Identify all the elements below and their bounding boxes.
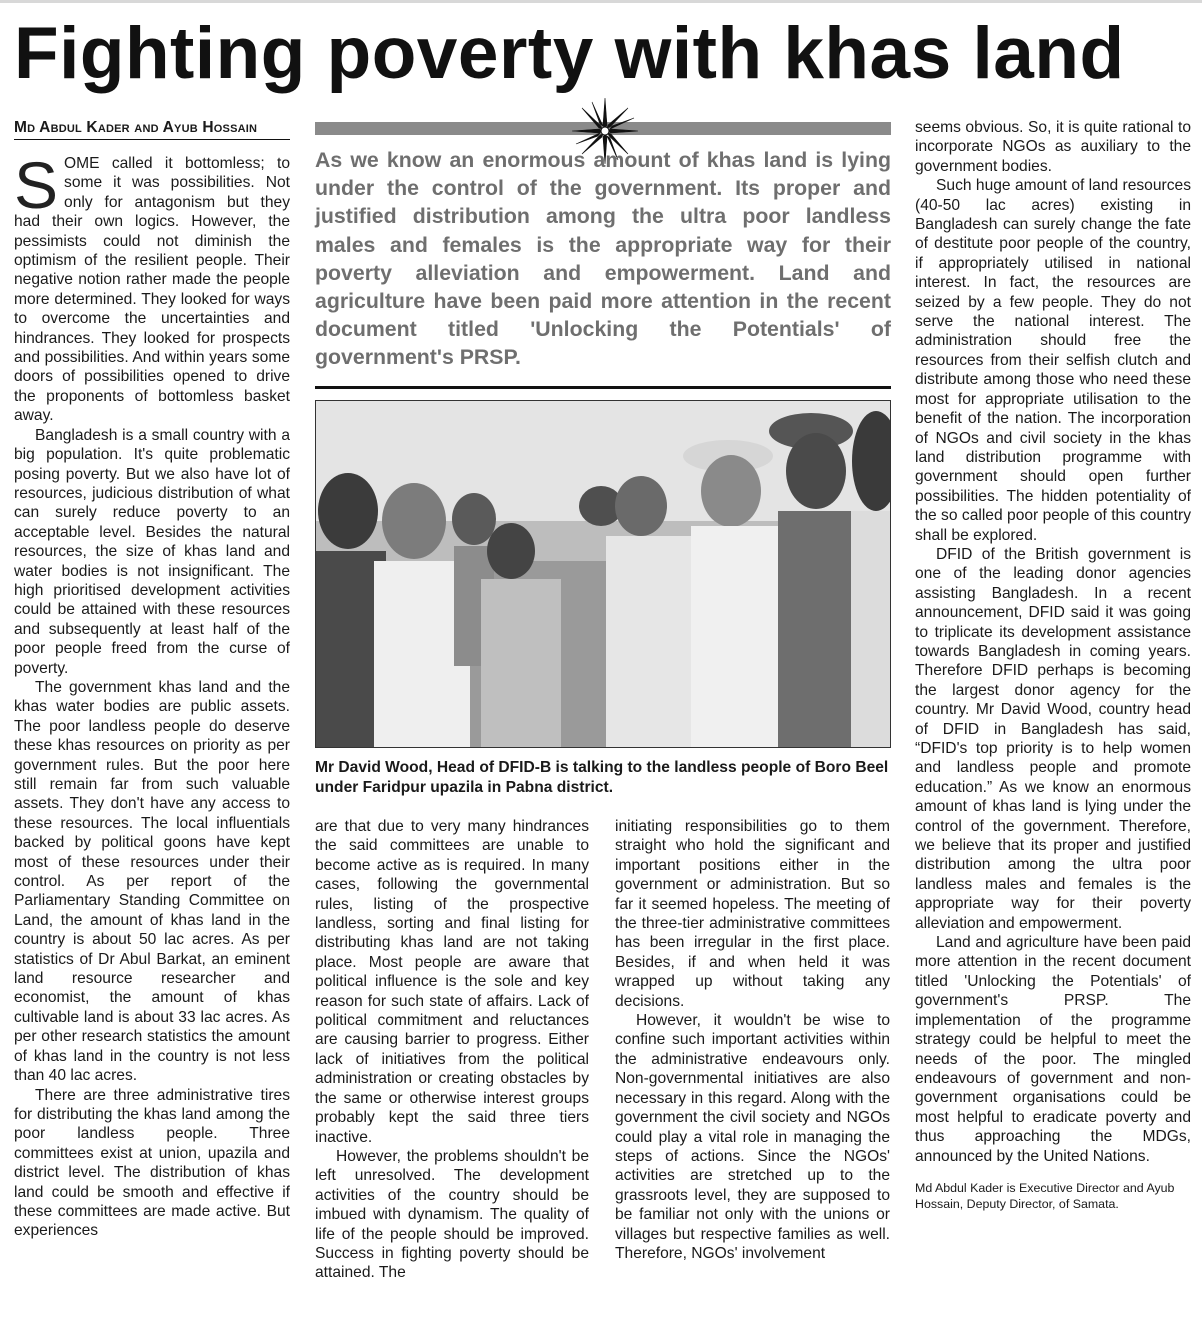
top-rule xyxy=(0,0,1202,3)
column4-paragraph-2: Such huge amount of land resources (40-50 lac acres) existing in Bangladesh can surely change the fate of destitute poor people of the country, if appropriately utilised in national interest. In fact, the resources are seized by a few people. They do not serve the national interest. The administration should free the resources from their selfish clutch and distribute among those who need these most for appropriate utilisation to the benefit of the nation. The incorporation of NGOs and civil society in the khas land distribution programme with government should open further possibilities. The hidden potentiality of the so called poor people of this country shall be explored. xyxy=(915,177,1191,544)
column-2 xyxy=(315,817,589,1317)
byline: Md Abdul Kader and Ayub Hossain xyxy=(14,118,290,140)
author-bio-line-1: Md Abdul Kader is Executive Director and Ayub xyxy=(915,1180,1175,1195)
dropcap: S xyxy=(14,148,59,222)
author-bio xyxy=(915,1180,1191,1212)
column3-paragraph-2: However, it wouldn't be wise to confine such important activities within the administrative endeavours only. Non-governmental initiatives are also necessary in this regard. Along with the government the civil society and NGOs could play a vital role in managing the steps of actions. Since the NGOs' activities are stretched up to the grassroots level, they are supposed to be familiar not only with the unions or villages but respective families as well. Therefore, NGOs' involvement xyxy=(615,1012,890,1262)
column-1 xyxy=(14,118,290,1318)
column4-paragraph-1: seems obvious. So, it is quite rational to incorporate NGOs as auxiliary to the government bodies. xyxy=(915,119,1191,175)
column-3 xyxy=(615,817,890,1317)
column1-paragraph-2: Bangladesh is a small country with a big population. It's quite problematic posing poverty. But we also have lot of resources, judicious distribution of what can surely reduce poverty to an acceptable level. Besides the natural resources, the size of khas land and water bodies is not insignificant. The high prioritised development activities could be attained with these resources and subsequently at least half of the poor people freed from the curse of poverty. xyxy=(14,426,290,677)
headline: Fighting poverty with khas land xyxy=(14,13,1125,94)
column4-paragraph-4: Land and agriculture have been paid more attention in the recent document titled 'Unlocking the Potentials' of government's PRSP. The implementation of the programme strategy could be helpful to meet the needs of the poor. The mingled endeavours of government and non-government organisations could be most helpful to eradicate poverty and thus approaching the MDGs, announced by the United Nations. xyxy=(915,934,1191,1165)
pull-quote: As we know an enormous amount of khas land is lying under the control of the government. Its proper and justified distribution among the ultra poor landless males and females is the appropriate way for their poverty alleviation and empowerment. Land and agriculture have been paid more attention in the recent document titled 'Unlocking the Potentials' of government's PRSP. xyxy=(315,148,891,370)
column4-paragraph-3: DFID of the British government is one of the leading donor agencies assisting Bangladesh. In a recent announcement, DFID said it was going to triplicate its development assistance towards Bangladesh in coming years. Therefore DFID perhaps is becoming the largest donor agency for the country. Mr David Wood, country head of DFID in Bangladesh has said, “DFID's top priority is to help women and landless people and promote education.” As we know an enormous amount of khas land is lying under the control of the government. Therefore, we believe that its proper and justified distribution among the ultra poor landless males and females is the appropriate way for their poverty alleviation and empowerment. xyxy=(915,545,1191,932)
column-4 xyxy=(915,118,1191,1318)
photo-people-field xyxy=(315,400,891,748)
column1-paragraph-4: There are three administrative tires for distributing the khas land among the poor landless people. Three committees exist at union, upazila and district level. The distribution of khas land could be smooth and effective if these committees are made active. But experiences xyxy=(14,1086,290,1240)
column3-paragraph-1: initiating responsibilities go to them straight who hold the significant and important positions either in the government or administration. But so far it seemed hopeless. The meeting of the three-tier administrative committees has been irregular in the first place. Besides, if and when held it was wrapped up without taking any decisions. xyxy=(615,818,890,1010)
column2-paragraph-2: However, the problems shouldn't be left unresolved. The development activities of the country should be imbued with dynamism. The quality of life of the people should be improved. Success in fighting poverty should be attained. The xyxy=(315,1147,589,1282)
column1-paragraph-1-text: OME called it bottomless; to some it was possibilities. Not only for antagonism but they had their own logics. However, the pessimists could not diminish the optimism of the resilient people. Their negative notion rather made the people more determined. They looked for ways to overcome the uncertainties and hindrances. They looked for prospects and possibilities. And within years some doors of possibilities opened to drive the proponents of bottomless basket away. xyxy=(14,155,290,425)
column1-paragraph-1 xyxy=(14,148,290,426)
photo-illustration xyxy=(316,401,891,748)
column2-paragraph-1: are that due to very many hindrances the said committees are unable to become active as is required. In many cases, following the governmental rules, listing of the prospective landless, sorting and final listing for distributing khas land are not taking place. Most people are aware that political influence is the sole and key reason for such state of affairs. Lack of political commitment and reluctances are causing barrier to progress. Either lack of initiatives from the political administration or creating obstacles by the same or otherwise interest groups probably kept the said three tiers inactive. xyxy=(315,818,589,1146)
pull-quote-bottom-rule xyxy=(315,386,891,389)
photo-caption: Mr David Wood, Head of DFID-B is talking to the landless people of Boro Beel under Faridpur upazila in Pabna district. xyxy=(315,759,889,797)
author-bio-line-2: Hossain, Deputy Director, of Samata. xyxy=(915,1196,1119,1211)
column1-paragraph-3: The government khas land and the khas water bodies are public assets. The poor landless people do deserve these khas resources on priority as per government rules. But the poor here still remain far from such valuable assets. They don't have any access to these resources. The local influentials backed by political goons have kept most of these resources under their control. As per report of the Parliamentary Standing Committee on Land, the amount of khas land in the country is about 50 lac acres. As per statistics of Dr Abul Barkat, an eminent land resource researcher and economist, the amount of khas cultivable land is about 33 lac acres. As per other research statistics the amount of khas land in the country is not less than 40 lac acres. xyxy=(14,678,290,1085)
